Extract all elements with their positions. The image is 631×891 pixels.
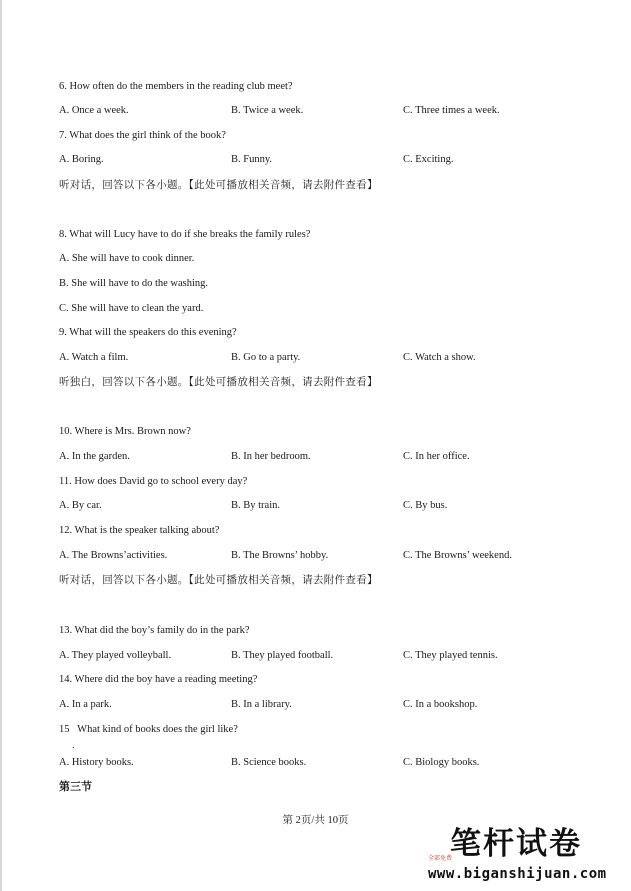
audio-instruction-1: 听对话，回答以下各小题。【此处可播放相关音频，请去附件查看】 bbox=[59, 179, 378, 191]
q9-option-b: B. Go to a party. bbox=[231, 352, 301, 363]
watermark-url: www.biganshijuan.com bbox=[428, 866, 607, 882]
q11-option-b: B. By train. bbox=[231, 500, 280, 511]
question-6: 6. How often do the members in the reading club meet? bbox=[59, 81, 293, 92]
question-11: 11. How does David go to school every day? bbox=[59, 476, 248, 487]
audio-instruction-2: 听独白，回答以下各小题。【此处可播放相关音频，请去附件查看】 bbox=[59, 376, 378, 388]
q14-option-c: C. In a bookshop. bbox=[403, 699, 478, 710]
q13-option-a: A. They played volleyball. bbox=[59, 650, 172, 661]
q13-option-c: C. They played tennis. bbox=[403, 650, 498, 661]
q8-option-a: A. She will have to cook dinner. bbox=[59, 253, 195, 264]
question-12: 12. What is the speaker talking about? bbox=[59, 525, 220, 536]
q8-option-b: B. She will have to do the washing. bbox=[59, 278, 209, 289]
q10-option-c: C. In her office. bbox=[403, 451, 470, 462]
q14-option-a: A. In a park. bbox=[59, 699, 112, 710]
audio-instruction-3: 听对话，回答以下各小题。【此处可播放相关音频，请去附件查看】 bbox=[59, 574, 378, 586]
section-heading: 第三节 bbox=[59, 780, 92, 793]
watermark-tagline: 全部免费 bbox=[428, 855, 453, 862]
q15-option-b: B. Science books. bbox=[231, 757, 307, 768]
watermark-title: 笔杆试卷 bbox=[450, 826, 582, 862]
q6-option-a: A. Once a week. bbox=[59, 105, 129, 116]
watermark-logo bbox=[428, 826, 628, 886]
q8-option-c: C. She will have to clean the yard. bbox=[59, 303, 204, 314]
q6-option-b: B. Twice a week. bbox=[231, 105, 304, 116]
q13-option-b: B. They played football. bbox=[231, 650, 334, 661]
q9-option-c: C. Watch a show. bbox=[403, 352, 476, 363]
q11-option-a: A. By car. bbox=[59, 500, 102, 511]
question-9: 9. What will the speakers do this evening? bbox=[59, 327, 237, 338]
q10-option-b: B. In her bedroom. bbox=[231, 451, 311, 462]
question-15: 15 What kind of books does the girl like? bbox=[59, 724, 238, 735]
q7-option-b: B. Funny. bbox=[231, 154, 273, 165]
question-14: 14. Where did the boy have a reading meeting? bbox=[59, 674, 258, 685]
q12-option-b: B. The Browns’ hobby. bbox=[231, 550, 329, 561]
q11-option-c: C. By bus. bbox=[403, 500, 448, 511]
q15-option-a: A. History books. bbox=[59, 757, 134, 768]
page-edge-line bbox=[0, 0, 2, 891]
question-10: 10. Where is Mrs. Brown now? bbox=[59, 426, 191, 437]
q7-option-c: C. Exciting. bbox=[403, 154, 454, 165]
q14-option-b: B. In a library. bbox=[231, 699, 292, 710]
question-8: 8. What will Lucy have to do if she breaks the family rules? bbox=[59, 229, 311, 240]
q15-option-c: C. Biology books. bbox=[403, 757, 480, 768]
page-number-footer: 第 2页/共 10页 bbox=[282, 815, 349, 826]
q12-option-c: C. The Browns’ weekend. bbox=[403, 550, 512, 561]
q12-option-a: A. The Browns’activities. bbox=[59, 550, 168, 561]
q9-option-a: A. Watch a film. bbox=[59, 352, 129, 363]
question-7: 7. What does the girl think of the book? bbox=[59, 130, 226, 141]
q7-option-a: A. Boring. bbox=[59, 154, 104, 165]
stray-punctuation-mark: ． bbox=[72, 740, 82, 750]
q10-option-a: A. In the garden. bbox=[59, 451, 130, 462]
question-13: 13. What did the boy’s family do in the park? bbox=[59, 625, 250, 636]
q6-option-c: C. Three times a week. bbox=[403, 105, 500, 116]
